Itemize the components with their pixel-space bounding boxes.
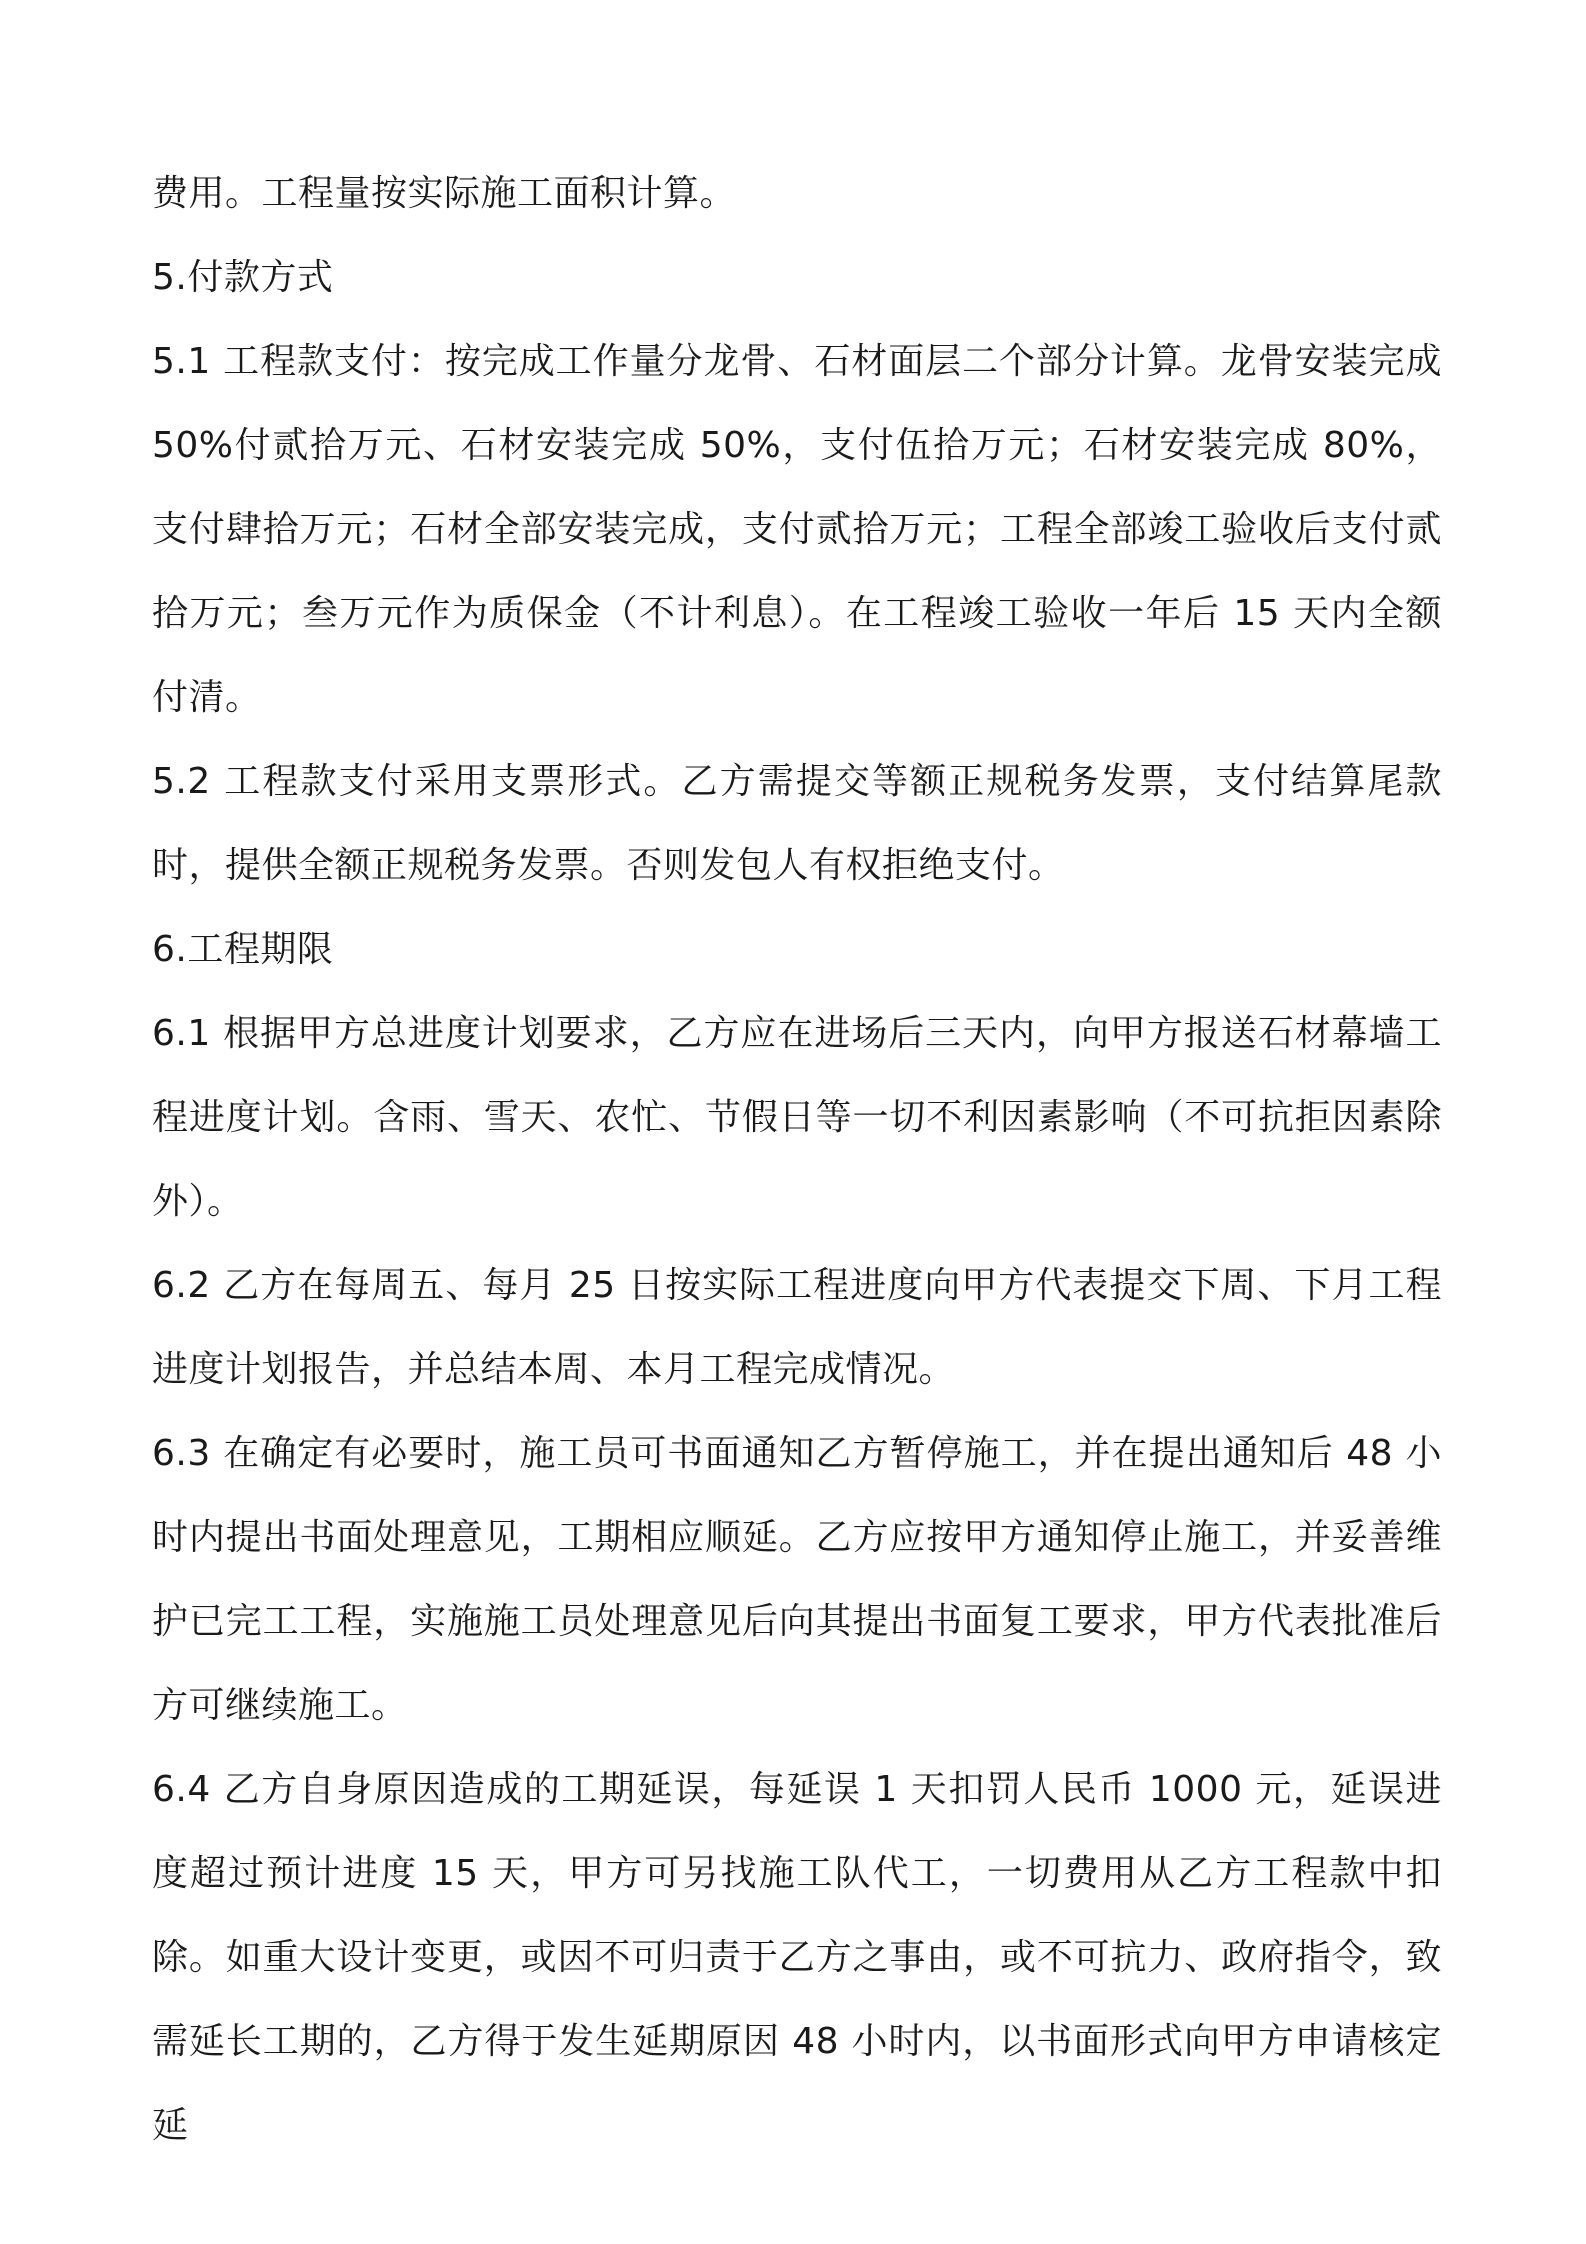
paragraph-5-1: 5.1 工程款支付：按完成工作量分龙骨、石材面层二个部分计算。龙骨安装完成50%付贰拾万元、石材安装完成 50%，支付伍拾万元；石材安装完成 80%，支付肆拾万元；石材全部安装完成，支付贰拾万元；工程全部竣工验收后支付贰拾万元；叁万元作为质保金（不计利息）。在工程竣工验收一年后 15 天内全额付清。	[152, 341, 1442, 718]
paragraph-6-3: 6.3 在确定有必要时，施工员可书面通知乙方暂停施工，并在提出通知后 48 小时内提出书面处理意见，工期相应顺延。乙方应按甲方通知停止施工，并妥善维护已完工工程，实施施工员处理意见后向其提出书面复工要求，甲方代表批准后方可继续施工。	[152, 1433, 1442, 1726]
section-heading-schedule: 6.工程期限	[152, 929, 334, 970]
section-heading-payment: 5.付款方式	[152, 257, 334, 298]
paragraph-5-2: 5.2 工程款支付采用支票形式。乙方需提交等额正规税务发票，支付结算尾款时，提供全额正规税务发票。否则发包人有权拒绝支付。	[152, 761, 1442, 886]
paragraph-cost-calc: 费用。工程量按实际施工面积计算。	[152, 173, 737, 214]
paragraph-6-4: 6.4 乙方自身原因造成的工期延误，每延误 1 天扣罚人民币 1000 元，延误进度超过预计进度 15 天，甲方可另找施工队代工，一切费用从乙方工程款中扣除。如重大设计变更，或因不可归责于乙方之事由，或不可抗力、政府指令，致需延长工期的，乙方得于发生延期原因 48 小时内，以书面形式向甲方申请核定延	[152, 1769, 1442, 2146]
document-body	[152, 152, 1442, 2168]
paragraph-6-1: 6.1 根据甲方总进度计划要求，乙方应在进场后三天内，向甲方报送石材幕墙工程进度计划。含雨、雪天、农忙、节假日等一切不利因素影响（不可抗拒因素除外）。	[152, 1013, 1442, 1222]
paragraph-6-2: 6.2 乙方在每周五、每月 25 日按实际工程进度向甲方代表提交下周、下月工程进度计划报告，并总结本周、本月工程完成情况。	[152, 1265, 1442, 1390]
